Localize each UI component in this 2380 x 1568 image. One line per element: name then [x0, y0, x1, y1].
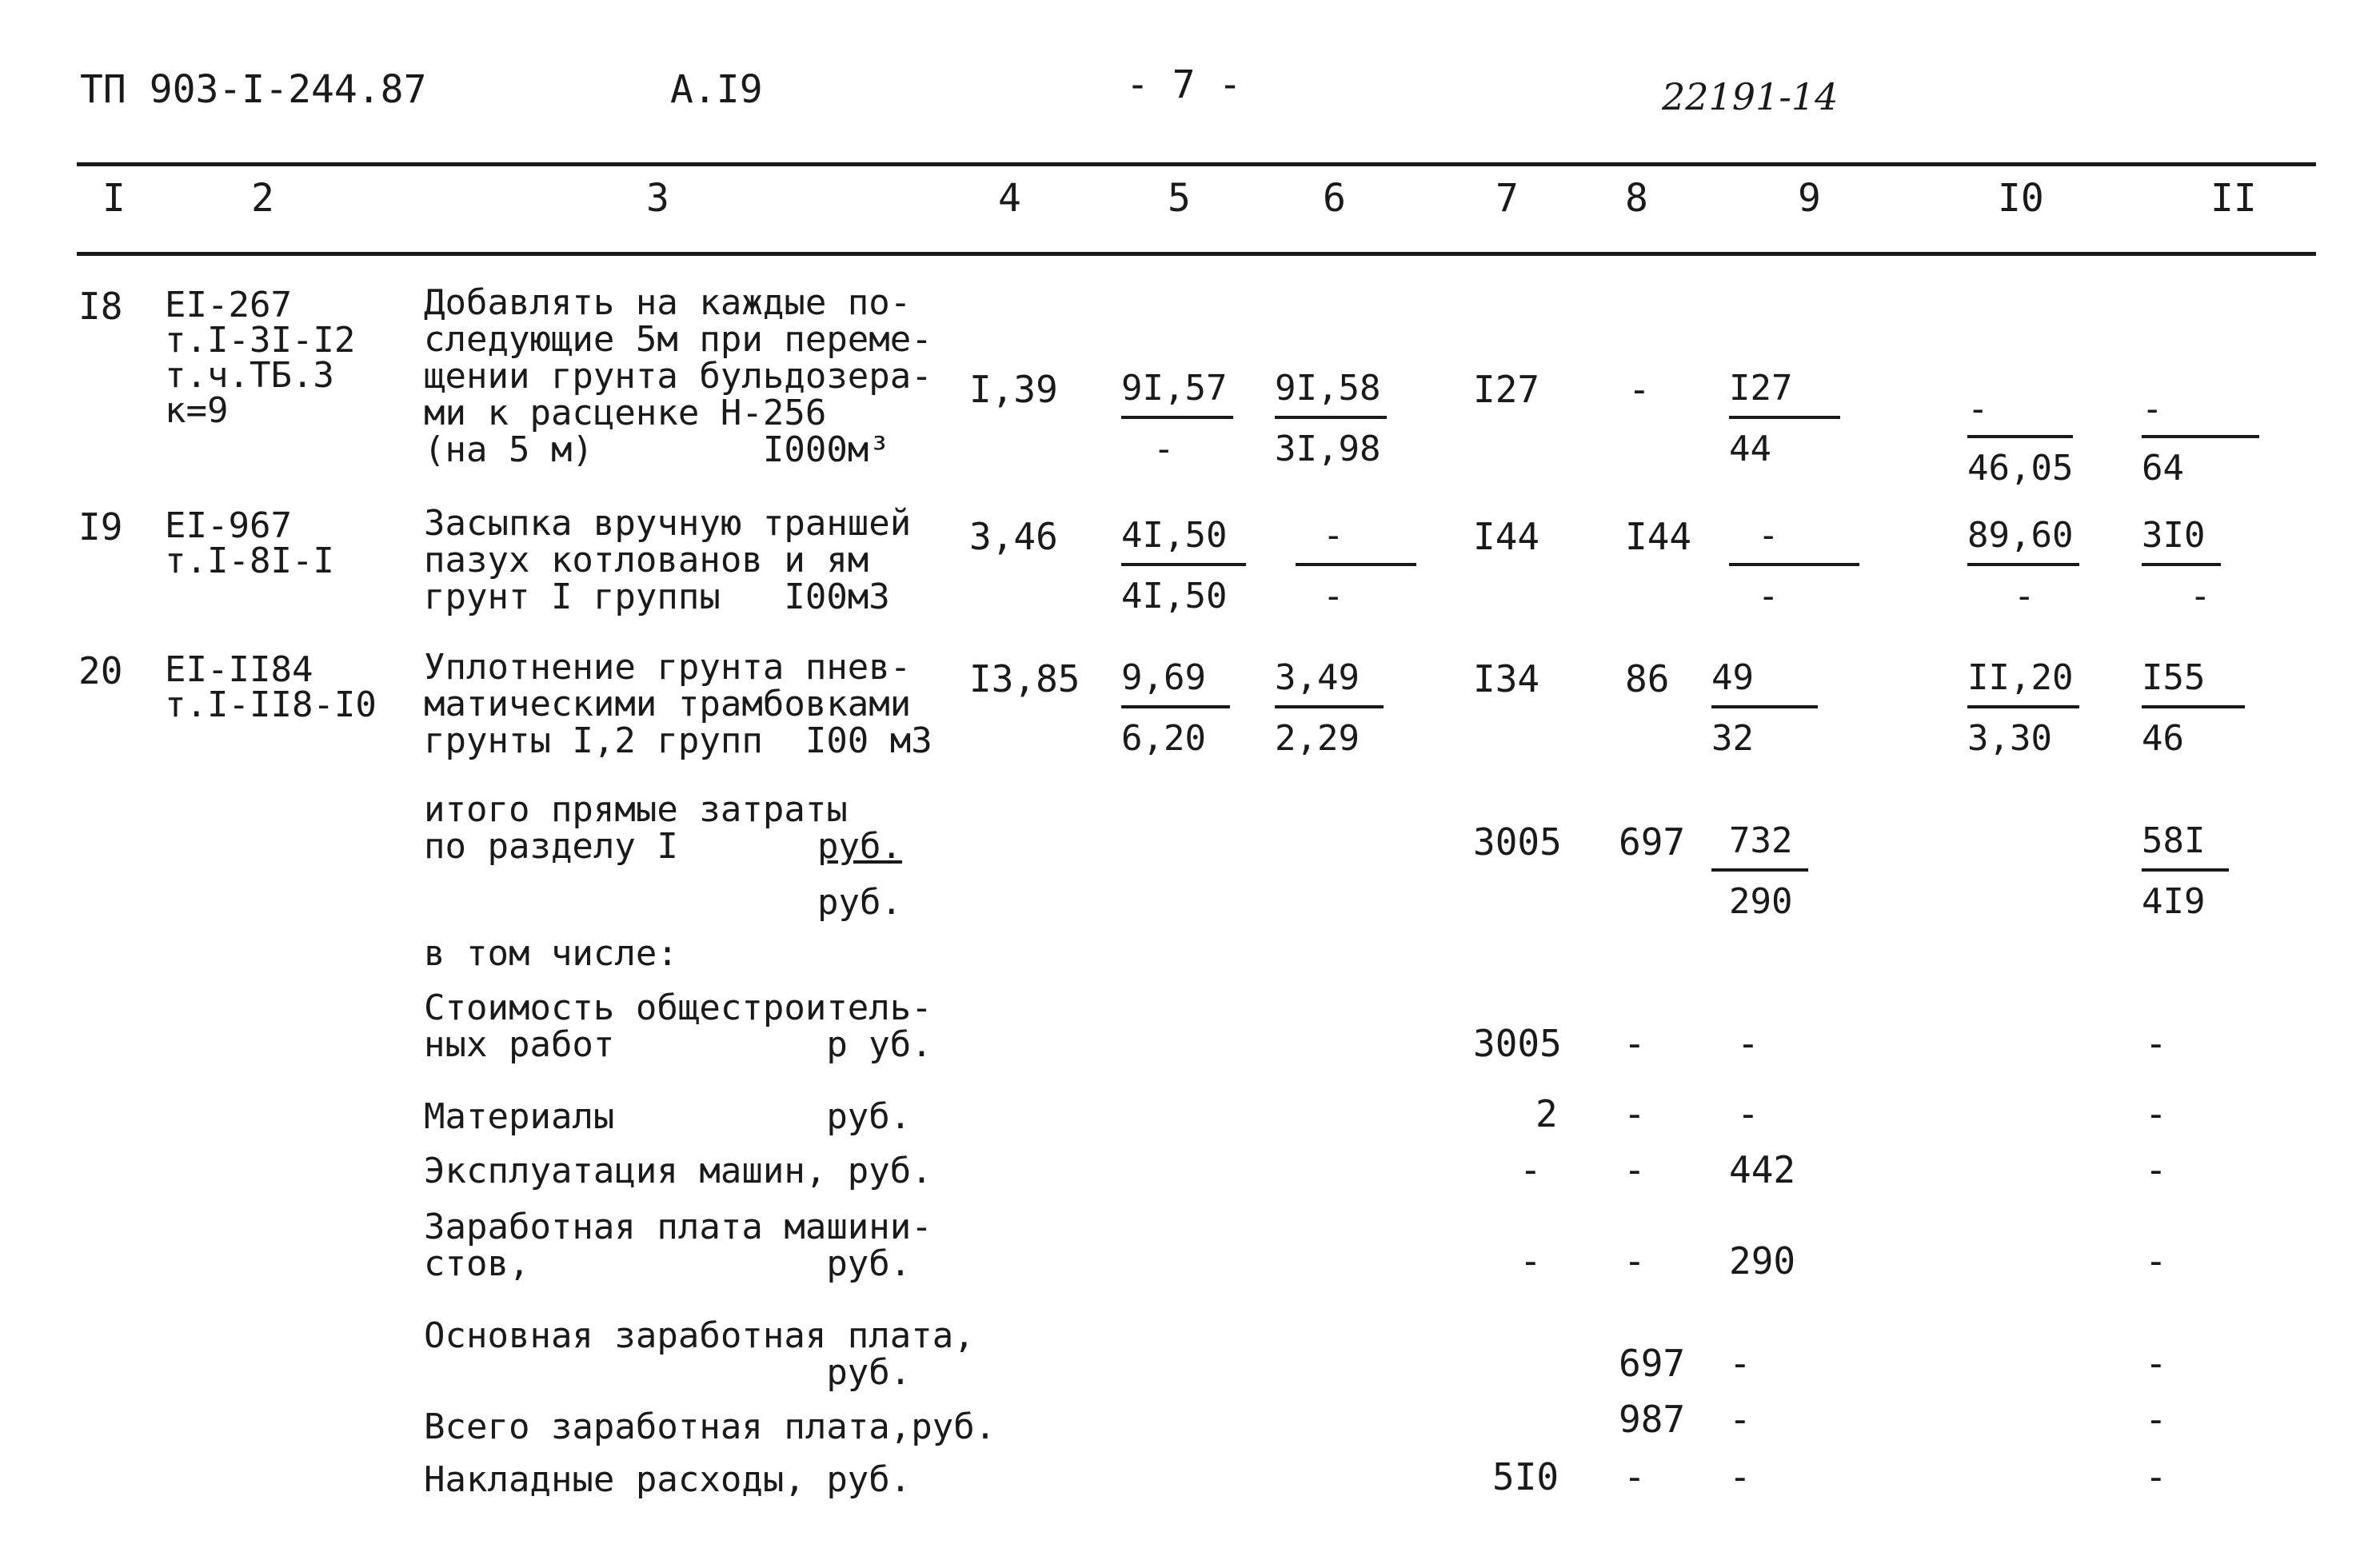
top-rule	[77, 162, 2316, 166]
breakdown-machines: -	[1729, 1342, 1751, 1385]
breakdown-machines: 442	[1729, 1148, 1796, 1191]
work-description: Добавлять на каждые по- следующие 5м при переме- щении грунта бульдозера- ми к расценке Н-256 (на 5 м) I000м³	[424, 282, 932, 470]
machines-fraction: $\frac{49}{32}$	[1711, 660, 1818, 758]
labour-fraction: 89,60 -	[1967, 518, 2079, 616]
total-cost: I34	[1473, 657, 1540, 700]
unit-cost-fraction: 9I,57 -	[1121, 371, 1233, 469]
breakdown-label: Всего заработная плата,руб.	[424, 1406, 996, 1447]
breakdown-total-cost: 5I0	[1492, 1455, 1559, 1498]
rate-code: ЕI-II84 т.I-II8-I0	[165, 649, 377, 725]
column-header-7: 7	[1495, 176, 1519, 221]
breakdown-machines: -	[1729, 1455, 1751, 1498]
breakdown-machines: -	[1737, 1092, 1759, 1135]
machinists-fraction: - 64	[2142, 392, 2259, 488]
breakdown-wages: 987	[1619, 1398, 1686, 1441]
unit-machine-fraction: $\frac{3,49}{2,29}$	[1275, 660, 1384, 758]
breakdown-total-cost: -	[1519, 1148, 1542, 1191]
breakdown-wages: -	[1623, 1092, 1646, 1135]
page-number: - 7 -	[1126, 62, 1242, 107]
labour-fraction: - 46,05	[1967, 389, 2074, 489]
totals-machinists-fraction: $\frac{58I}{4I9}$	[2142, 824, 2229, 921]
breakdown-machines: -	[1729, 1398, 1751, 1441]
totals-wages: 697	[1619, 820, 1686, 864]
wages: I44	[1625, 515, 1692, 558]
column-header-6: 6	[1323, 176, 1346, 221]
breakdown-label: Эксплуатация машин, руб.	[424, 1151, 932, 1191]
work-description: Засыпка вручную траншей пазух котлованов и ям грунт I группы I00м3	[424, 503, 912, 617]
totals-total-cost: 3005	[1473, 820, 1562, 864]
rate-code: ЕI-267 т.I-3I-I2 т.ч.ТБ.3 к=9	[165, 285, 356, 431]
column-header-3: 3	[646, 176, 669, 221]
totals-unit-2: руб.	[817, 882, 902, 923]
header-bottom-rule	[77, 252, 2316, 256]
breakdown-machinists: -	[2145, 1092, 2167, 1135]
column-header-5: 5	[1168, 176, 1191, 221]
column-header-9: 9	[1798, 176, 1821, 221]
breakdown-machinists: -	[2145, 1455, 2167, 1498]
rate-code: ЕI-967 т.I-8I-I	[165, 505, 334, 581]
breakdown-machinists: -	[2145, 1239, 2167, 1283]
document-code: ТП 903-I-244.87	[80, 67, 427, 112]
including-label: в том числе:	[424, 933, 678, 974]
unit-machine-fraction: $\frac{9I,58}{3I,98}$	[1275, 371, 1387, 469]
wages: -	[1628, 368, 1651, 411]
labour-fraction: $\frac{II,20}{3,30}$	[1967, 660, 2079, 758]
album-number: А.I9	[670, 67, 763, 112]
column-header-4: 4	[998, 176, 1021, 221]
machines-fraction: $\frac{I27}{44}$	[1729, 371, 1840, 469]
breakdown-label: Материалы руб.	[424, 1096, 912, 1137]
breakdown-machines: -	[1737, 1022, 1759, 1065]
breakdown-label: Заработная плата машини- стов, руб.	[424, 1207, 932, 1284]
total-cost: I27	[1473, 368, 1540, 411]
breakdown-wages: -	[1623, 1455, 1646, 1498]
machinists-fraction: 3I0 -	[2142, 518, 2221, 616]
quantity: I3,85	[969, 657, 1080, 700]
row-number: I9	[78, 505, 123, 549]
unit-cost-fraction: $\frac{4I,50}{4I,50}$	[1121, 518, 1246, 616]
column-header-8: 8	[1625, 176, 1648, 221]
quantity: I,39	[969, 368, 1058, 411]
row-number: I8	[78, 285, 123, 328]
breakdown-wages: 697	[1619, 1342, 1686, 1385]
breakdown-total-cost: -	[1519, 1239, 1542, 1283]
breakdown-machinists: -	[2145, 1398, 2167, 1441]
breakdown-machinists: -	[2145, 1022, 2167, 1065]
breakdown-label: Стоимость общестроитель- ных работ р уб.	[424, 987, 932, 1065]
unit-machine-fraction: - -	[1296, 518, 1416, 616]
column-header-11: II	[2210, 176, 2257, 221]
machinists-fraction: $\frac{I55}{46}$	[2142, 660, 2245, 758]
breakdown-wages: -	[1623, 1148, 1646, 1191]
wages: 86	[1625, 657, 1670, 700]
breakdown-label: Основная заработная плата, руб.	[424, 1315, 975, 1393]
total-cost: I44	[1473, 515, 1540, 558]
totals-unit-1: руб.	[817, 826, 902, 867]
handwritten-number: 22191-14	[1662, 75, 1839, 118]
breakdown-label: Накладные расходы, руб.	[424, 1459, 912, 1500]
breakdown-total-cost: 2	[1535, 1092, 1558, 1135]
breakdown-total-cost: 3005	[1473, 1022, 1562, 1065]
column-header-2: 2	[251, 176, 274, 221]
unit-cost-fraction: $\frac{9,69}{6,20}$	[1121, 660, 1230, 758]
machines-fraction: - -	[1729, 518, 1859, 616]
breakdown-machinists: -	[2145, 1148, 2167, 1191]
column-header-10: I0	[1998, 176, 2044, 221]
breakdown-wages: -	[1623, 1022, 1646, 1065]
breakdown-machinists: -	[2145, 1342, 2167, 1385]
column-header-1: I	[102, 176, 126, 221]
quantity: 3,46	[969, 515, 1058, 558]
totals-machines-fraction: $\frac{732}{290}$	[1711, 824, 1808, 921]
breakdown-wages: -	[1623, 1239, 1646, 1283]
breakdown-machines: 290	[1729, 1239, 1796, 1283]
row-number: 20	[78, 649, 123, 692]
work-description: Уплотнение грунта пнев- матическими трамбовками грунты I,2 групп I00 м3	[424, 647, 932, 761]
totals-label: итого прямые затраты по разделу I	[424, 789, 848, 867]
